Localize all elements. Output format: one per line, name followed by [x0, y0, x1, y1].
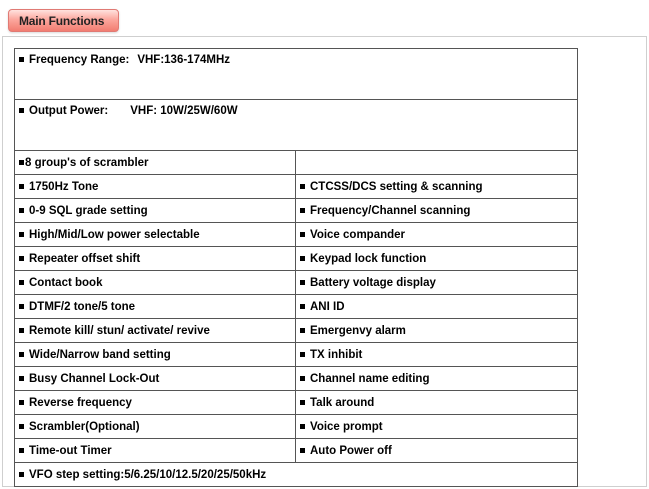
feature-text: Voice compander — [310, 228, 406, 241]
frequency-range-value: VHF:136-174MHz — [137, 54, 230, 66]
bullet-icon — [19, 448, 24, 453]
feature-cell — [296, 271, 578, 295]
feature-cell — [15, 271, 296, 295]
feature-text: Keypad lock function — [310, 252, 427, 265]
feature-text: High/Mid/Low power selectable — [29, 228, 200, 241]
bullet-icon — [19, 208, 24, 213]
feature-text: Talk around — [310, 396, 375, 409]
table-row — [15, 100, 578, 151]
scrambler-groups-text: 8 group's of scrambler — [25, 156, 149, 169]
bullet-icon — [300, 280, 305, 285]
table-row — [15, 223, 578, 247]
feature-text: Auto Power off — [310, 444, 392, 457]
feature-text: Battery voltage display — [310, 276, 436, 289]
output-power-label: Output Power: — [29, 105, 109, 117]
bullet-icon — [19, 304, 24, 309]
feature-text: Repeater offset shift — [29, 252, 141, 265]
table-row — [15, 175, 578, 199]
bullet-icon — [19, 160, 24, 165]
feature-text: 1750Hz Tone — [29, 180, 99, 193]
bullet-icon — [19, 400, 24, 405]
bullet-icon — [300, 328, 305, 333]
main-functions-panel — [2, 36, 647, 487]
bullet-icon — [19, 376, 24, 381]
table-row — [15, 271, 578, 295]
table-row — [15, 319, 578, 343]
table-row — [15, 415, 578, 439]
table-row — [15, 199, 578, 223]
table-row — [15, 391, 578, 415]
feature-cell — [15, 247, 296, 271]
output-power-cell — [15, 100, 578, 151]
feature-cell — [15, 319, 296, 343]
feature-cell — [296, 439, 578, 463]
feature-cell — [15, 223, 296, 247]
bullet-icon — [300, 184, 305, 189]
feature-cell — [15, 343, 296, 367]
feature-cell — [296, 367, 578, 391]
feature-cell — [15, 391, 296, 415]
bullet-icon — [300, 400, 305, 405]
feature-text: 0-9 SQL grade setting — [29, 204, 148, 217]
feature-text: Frequency/Channel scanning — [310, 204, 471, 217]
frequency-range-cell — [15, 49, 578, 100]
bullet-icon — [19, 57, 24, 62]
spec-table — [14, 48, 578, 487]
bullet-icon — [300, 232, 305, 237]
table-row — [15, 367, 578, 391]
bullet-icon — [19, 184, 24, 189]
feature-text: Remote kill/ stun/ activate/ revive — [29, 324, 210, 337]
feature-text: ANI ID — [310, 300, 345, 313]
feature-cell — [296, 223, 578, 247]
feature-cell — [296, 175, 578, 199]
main-functions-tab[interactable]: Main Functions — [8, 9, 119, 32]
feature-cell — [296, 319, 578, 343]
bullet-icon — [19, 424, 24, 429]
table-row — [15, 295, 578, 319]
feature-text: Channel name editing — [310, 372, 430, 385]
bullet-icon — [19, 352, 24, 357]
bullet-icon — [300, 424, 305, 429]
table-row — [15, 439, 578, 463]
bullet-icon — [300, 256, 305, 261]
scrambler-groups-cell — [15, 151, 296, 175]
feature-text: Time-out Timer — [29, 444, 112, 457]
table-row — [15, 151, 578, 175]
feature-cell — [296, 391, 578, 415]
feature-cell — [296, 295, 578, 319]
bullet-icon — [19, 232, 24, 237]
feature-text: Wide/Narrow band setting — [29, 348, 171, 361]
bullet-icon — [19, 472, 24, 477]
table-row — [15, 49, 578, 100]
empty-cell — [296, 151, 578, 175]
bullet-icon — [300, 448, 305, 453]
feature-text: TX inhibit — [310, 348, 363, 361]
feature-text: Emergenvy alarm — [310, 324, 406, 337]
bullet-icon — [300, 208, 305, 213]
feature-cell — [15, 295, 296, 319]
feature-text: DTMF/2 tone/5 tone — [29, 300, 136, 313]
vfo-step-text: VFO step setting:5/6.25/10/12.5/20/25/50kHz — [29, 468, 267, 481]
table-row — [15, 463, 578, 487]
feature-cell — [296, 343, 578, 367]
feature-cell — [296, 199, 578, 223]
bullet-icon — [19, 256, 24, 261]
feature-cell — [15, 199, 296, 223]
feature-text: Scrambler(Optional) — [29, 420, 140, 433]
frequency-range-label: Frequency Range: — [29, 54, 130, 66]
feature-cell — [296, 415, 578, 439]
output-power-value: VHF: 10W/25W/60W — [130, 105, 238, 117]
feature-cell — [296, 247, 578, 271]
table-row — [15, 247, 578, 271]
bullet-icon — [19, 280, 24, 285]
bullet-icon — [19, 108, 24, 113]
bullet-icon — [300, 304, 305, 309]
feature-text: Busy Channel Lock-Out — [29, 372, 160, 385]
bullet-icon — [300, 376, 305, 381]
feature-text: Contact book — [29, 276, 103, 289]
feature-cell — [15, 367, 296, 391]
bullet-icon — [300, 352, 305, 357]
feature-text: CTCSS/DCS setting & scanning — [310, 180, 483, 193]
vfo-step-cell — [15, 463, 578, 487]
table-row — [15, 343, 578, 367]
feature-cell — [15, 439, 296, 463]
feature-text: Reverse frequency — [29, 396, 132, 409]
feature-cell — [15, 175, 296, 199]
bullet-icon — [19, 328, 24, 333]
feature-cell — [15, 415, 296, 439]
feature-text: Voice prompt — [310, 420, 383, 433]
